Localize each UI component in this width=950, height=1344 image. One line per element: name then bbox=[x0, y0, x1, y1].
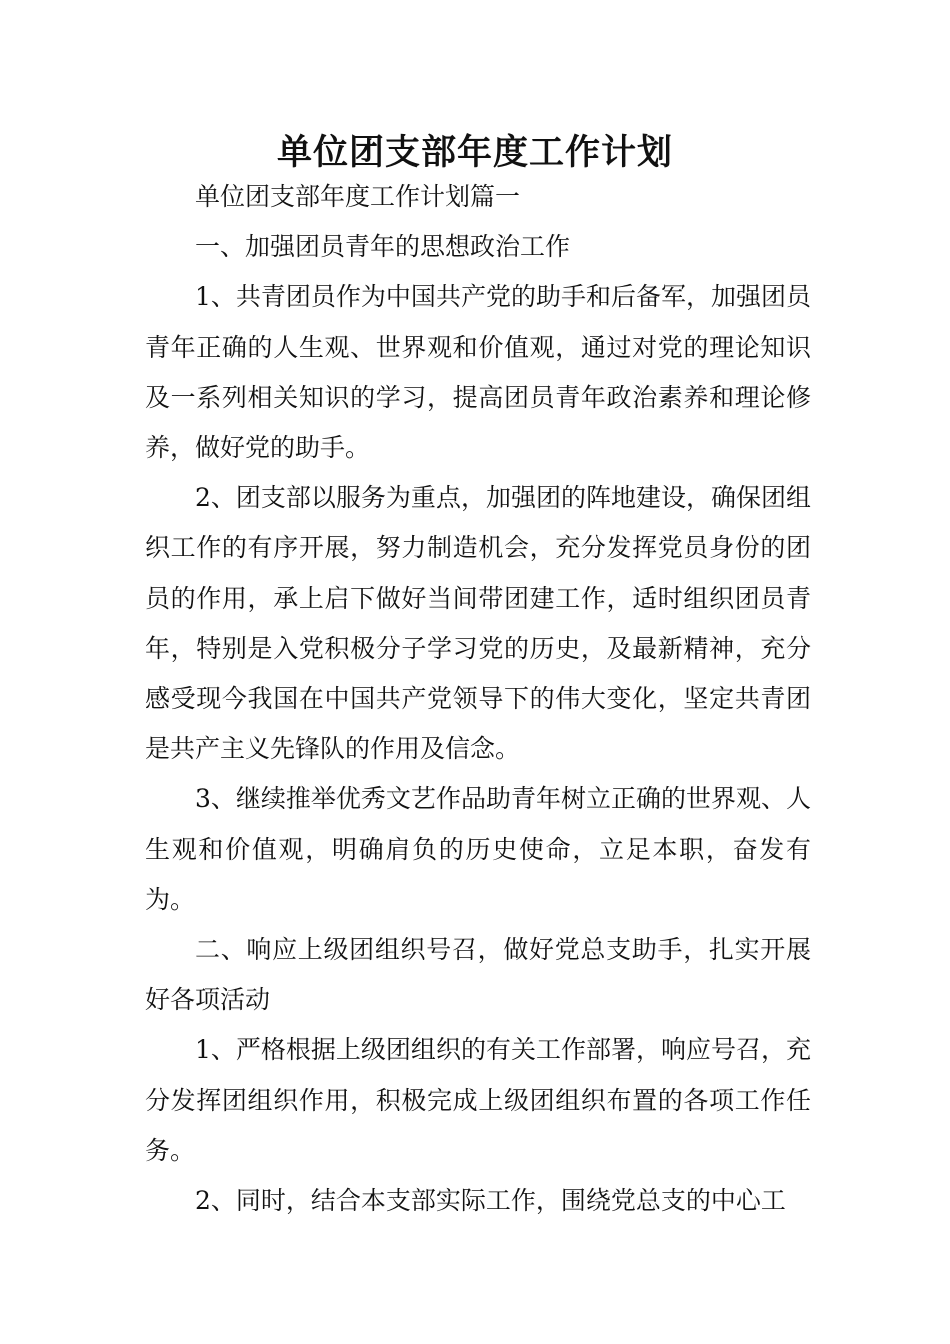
section-heading-2: 二、响应上级团组织号召，做好党总支助手，扎实开展好各项活动 bbox=[145, 935, 811, 1015]
paragraph-2-1: 1、严格根据上级团组织的有关工作部署，响应号召，充分发挥团组织作用，积极完成上级团组织布置的各项工作任务。 bbox=[145, 1035, 811, 1165]
document-body bbox=[145, 172, 811, 1226]
document-title: 单位团支部年度工作计划 bbox=[276, 133, 673, 173]
paragraph-1-2: 2、团支部以服务为重点，加强团的阵地建设，确保团组织工作的有序开展，努力制造机会，充分发挥党员身份的团员的作用，承上启下做好当间带团建工作，适时组织团员青年，特别是入党积极分子学习党的历史，及最新精神，充分感受现今我国在中国共产党领导下的伟大变化，坚定共青团是共产主义先锋队的作用及信念。 bbox=[145, 483, 811, 764]
section-heading-1: 一、加强团员青年的思想政治工作 bbox=[195, 232, 571, 262]
subtitle-paragraph: 单位团支部年度工作计划篇一 bbox=[195, 182, 521, 211]
paragraph-1-1: 1、共青团员作为中国共产党的助手和后备军，加强团员青年正确的人生观、世界观和价值观，通过对党的理论知识及一系列相关知识的学习，提高团员青年政治素养和理论修养，做好党的助手。 bbox=[145, 282, 811, 463]
paragraph-2-2: 2、同时，结合本支部实际工作，围绕党总支的中心工 bbox=[195, 1186, 786, 1216]
paragraph-1-3: 3、继续推举优秀文艺作品助青年树立正确的世界观、人生观和价值观，明确肩负的历史使命，立足本职，奋发有为。 bbox=[145, 784, 811, 914]
